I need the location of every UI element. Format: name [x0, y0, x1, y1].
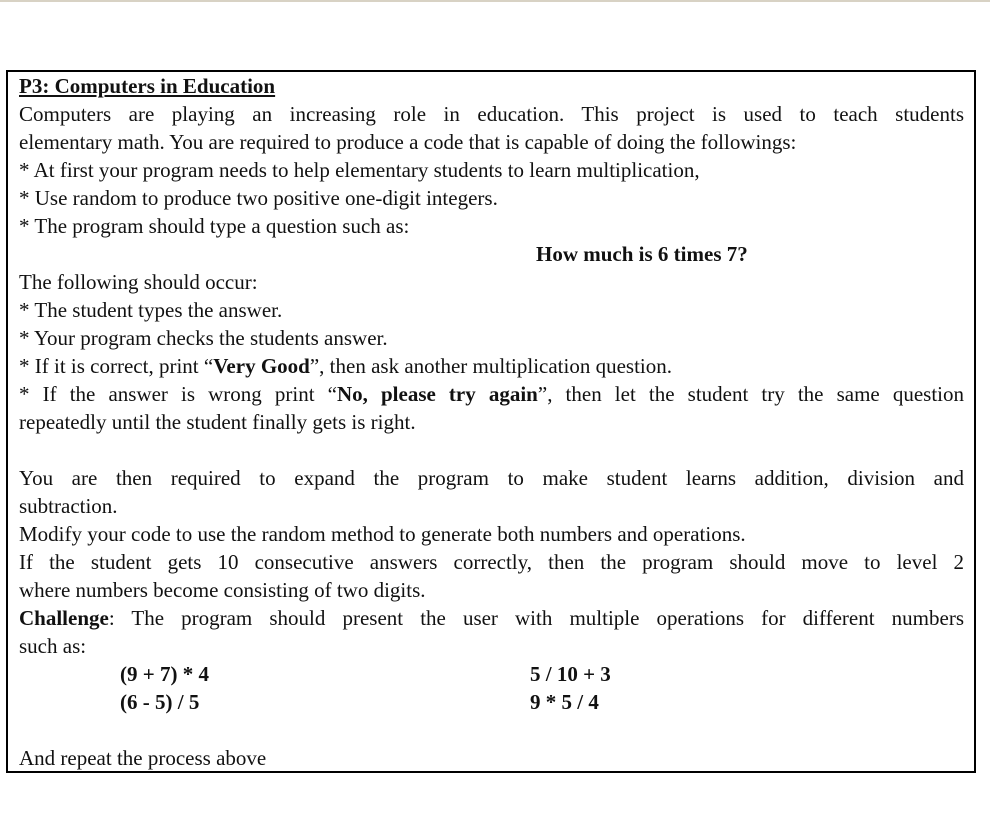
expand-line-5: where numbers become consisting of two digits.: [19, 578, 426, 602]
step-4: [19, 380, 964, 408]
expression-right-1: 5 / 10 + 3: [530, 662, 611, 686]
project-box: [6, 70, 976, 773]
example-question: How much is 6 times 7?: [536, 242, 748, 266]
challenge-line: [19, 604, 964, 632]
step-4-pre: * If the answer is wrong print “: [19, 382, 337, 406]
step-3: [19, 352, 964, 380]
expression-left-1: (9 + 7) * 4: [120, 662, 209, 686]
step-2: * Your program checks the students answer.: [19, 326, 388, 350]
challenge-label: Challenge: [19, 606, 109, 630]
requirement-2: * Use random to produce two positive one-digit integers.: [19, 186, 498, 210]
expression-row-1: [19, 660, 964, 688]
expand-line-4: If the student gets 10 consecutive answers correctly, then the program should move to level 2: [19, 550, 964, 574]
expand-line-3: Modify your code to use the random method to generate both numbers and operations.: [19, 522, 746, 546]
requirement-1: * At first your program needs to help elementary students to learn multiplication,: [19, 158, 700, 182]
closing-line: And repeat the process above: [19, 746, 267, 770]
try-again-text: No, please try again: [336, 382, 538, 406]
expression-right-2: 9 * 5 / 4: [530, 690, 599, 714]
very-good-text: Very Good: [213, 354, 310, 378]
blank-line: [19, 436, 964, 464]
step-4-continued: repeatedly until the student finally gets is right.: [19, 410, 416, 434]
expression-row-2: [19, 688, 964, 716]
expand-line-2: subtraction.: [19, 494, 118, 518]
requirement-3: * The program should type a question such as:: [19, 214, 410, 238]
intro-line-1: Computers are playing an increasing role in education. This project is used to teach students: [19, 102, 964, 126]
expression-left-2: (6 - 5) / 5: [120, 690, 200, 714]
expand-line-1: You are then required to expand the program to make student learns addition, division and: [19, 466, 964, 490]
step-4-post: ”, then let the student try the same question: [537, 382, 965, 406]
challenge-text: : The program should present the user with multiple operations for different numbers: [108, 606, 964, 630]
intro-line-2: elementary math. You are required to produce a code that is capable of doing the followings:: [19, 130, 797, 154]
challenge-line-2: such as:: [19, 634, 87, 658]
project-title: P3: Computers in Education: [19, 74, 276, 98]
top-divider: [0, 0, 990, 2]
step-3-post: ”, then ask another multiplication question.: [309, 354, 673, 378]
step-1: * The student types the answer.: [19, 298, 283, 322]
following-heading: The following should occur:: [19, 270, 258, 294]
step-3-pre: * If it is correct, print “: [19, 354, 214, 378]
blank-line-2: [19, 716, 964, 744]
